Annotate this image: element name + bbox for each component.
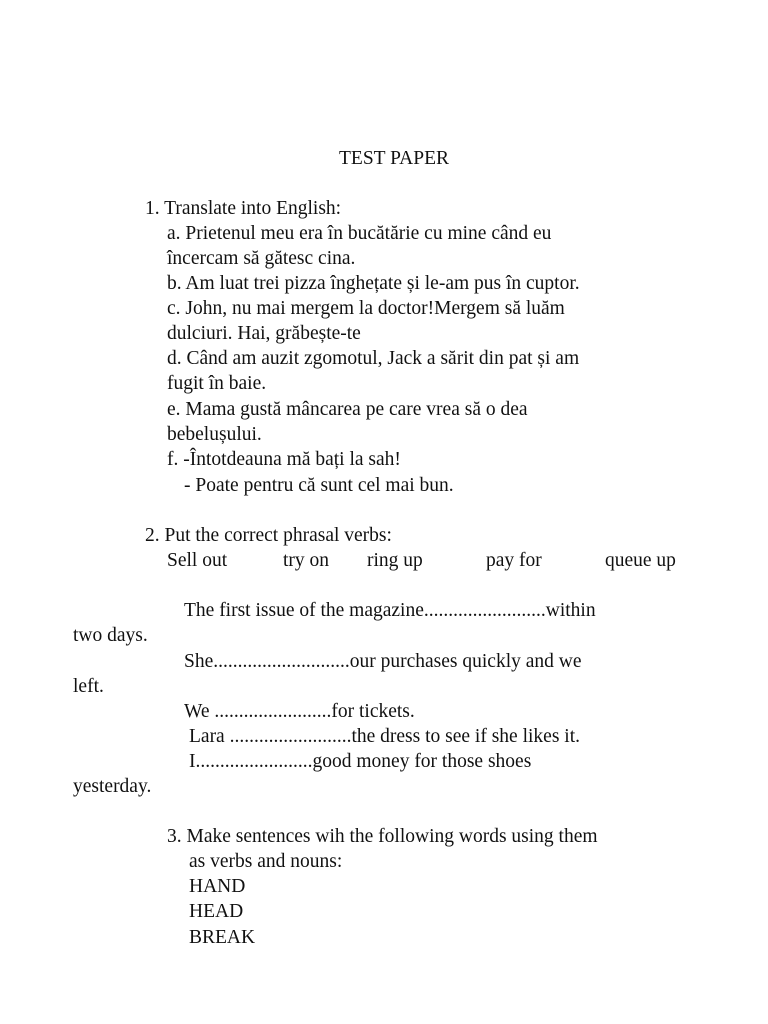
verb-ring-up: ring up — [367, 550, 423, 571]
q1-line-d: d. Când am auzit zgomotul, Jack a sărit din pat și am — [167, 348, 580, 369]
phrasal-verbs-list — [167, 551, 707, 573]
q1-line-f-reply: - Poate pentru că sunt cel mai bun. — [184, 475, 454, 496]
q2-sentence-1-cont: two days. — [73, 625, 148, 646]
question-1-heading: 1. Translate into English: — [145, 198, 342, 219]
q1-line-d-cont: fugit în baie. — [167, 373, 267, 394]
q1-line-f: f. -Întotdeauna mă bați la sah! — [167, 449, 401, 470]
q1-line-e: e. Mama gustă mâncarea pe care vrea să o dea — [167, 399, 528, 420]
q3-word-hand: HAND — [189, 876, 246, 897]
verb-sell-out: Sell out — [167, 550, 228, 571]
q2-sentence-2: She............................our purchases quickly and we — [184, 651, 582, 672]
question-2-heading: 2. Put the correct phrasal verbs: — [145, 525, 392, 546]
q3-word-break: BREAK — [189, 927, 256, 948]
question-3-heading: 3. Make sentences wih the following words using them — [167, 826, 598, 847]
q2-sentence-5-cont: yesterday. — [73, 776, 152, 797]
verb-queue-up: queue up — [605, 550, 676, 571]
q2-sentence-5: I........................good money for those shoes — [189, 751, 532, 772]
verb-pay-for: pay for — [486, 550, 542, 571]
question-3-heading-cont: as verbs and nouns: — [189, 851, 343, 872]
q2-sentence-2-cont: left. — [73, 676, 104, 697]
q1-line-c-cont: dulciuri. Hai, grăbește-te — [167, 323, 361, 344]
q3-word-head: HEAD — [189, 901, 244, 922]
q1-line-e-cont: bebelușului. — [167, 424, 262, 445]
q1-line-a: a. Prietenul meu era în bucătărie cu mine când eu — [167, 223, 552, 244]
verb-try-on: try on — [283, 550, 330, 571]
q2-sentence-1: The first issue of the magazine.........................within — [184, 600, 596, 621]
q2-sentence-3: We ........................for tickets. — [184, 701, 415, 722]
q1-line-b: b. Am luat trei pizza înghețate și le-am pus în cuptor. — [167, 273, 580, 294]
q1-line-c: c. John, nu mai mergem la doctor!Mergem să luăm — [167, 298, 565, 319]
q1-line-a-cont: încercam să gătesc cina. — [167, 248, 356, 269]
page-title: TEST PAPER — [339, 148, 450, 169]
q2-sentence-4: Lara .........................the dress to see if she likes it. — [189, 726, 580, 747]
